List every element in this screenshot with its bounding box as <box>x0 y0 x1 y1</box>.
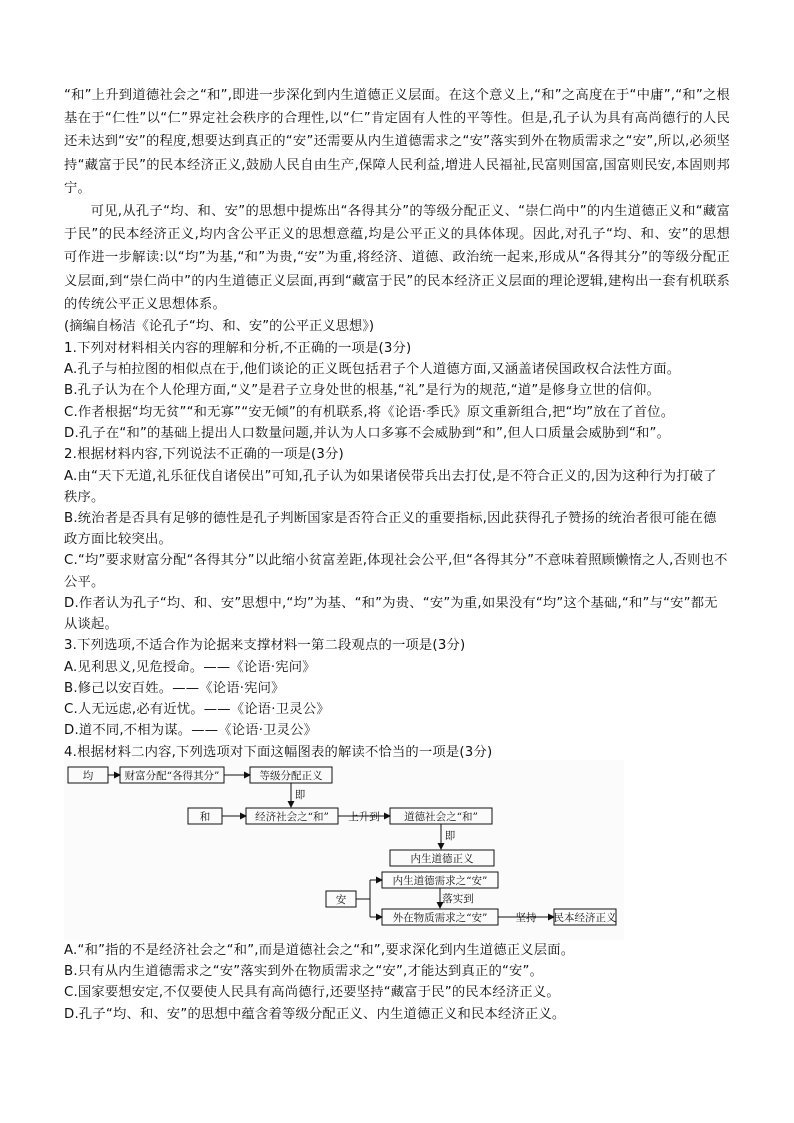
flow-diagram <box>64 760 624 940</box>
question-4-stem: 4.根据材料二内容,下列选项对下面这幅图表的解读不恰当的一项是(3分) <box>64 744 493 760</box>
question-3-option-b: B.修己以安百姓。——《论语·宪问》 <box>64 681 285 697</box>
label-he: 和 <box>199 811 211 823</box>
question-2-option-a: A.由“天下无道,礼乐征伐自诸侯出”可知,孔子认为如果诸侯带兵出去打仗,是不符合正义的,因为这种行为打破了秩序。 <box>64 468 717 505</box>
question-2-option-d: D.作者认为孔子“均、和、安”思想中,“均”为基、“和”为贵、“安”为重,如果没有“均”这个基础,“和”与“安”都无从谈起。 <box>64 595 718 633</box>
question-1 <box>64 338 730 444</box>
question-1-option-c: C.作者根据“均无贫”“和无寡”“安无倾”的有机联系,将《论语·季氏》原文重新组合,把“均”放在了首位。 <box>64 404 675 420</box>
label-minben: 民本经济正义 <box>553 912 617 924</box>
paragraph-2: 可见,从孔子“均、和、安”的思想中提炼出“各得其分”的等级分配正义、“崇仁尚中”的内生道德正义和“藏富于民”的民本经济正义,均内含公平正义的思想意蕴,均是公平正义的具体体现。因此,对孔子“均、和、安”的思想可作进一步解读:以“均”为基,“和”为贵,“安”为重,将经济、道德、政治统一起来,形成从“各得其分”的等级分配正义层面,到“崇仁尚中”的内生道德正义层面,再到“藏富于民”的民本经济正义层面的理论逻辑,建构出一套有机联系的传统公平正义思想体系。 <box>64 204 730 312</box>
label-an: 安 <box>335 894 347 906</box>
label-moral-he: 道德社会之“和” <box>404 811 478 823</box>
question-1-option-b: B.孔子认为在个人伦理方面,“义”是君子立身处世的根基,“礼”是行为的规范,“道”是修身立世的信仰。 <box>64 383 660 399</box>
question-1-stem: 1.下列对材料相关内容的理解和分析,不正确的一项是(3分) <box>64 340 412 356</box>
source-citation: (摘编自杨洁《论孔子“均、和、安”的公平正义思想》) <box>64 319 375 335</box>
main-text <box>64 84 730 763</box>
label-wealth: 财富分配“各得其分” <box>124 770 220 782</box>
question-4-option-a: A.“和”指的不是经济社会之“和”,而是道德社会之“和”,要求深化到内生道德正义层面。 <box>64 943 575 958</box>
question-4-options <box>64 940 730 1025</box>
question-2-option-b: B.统治者是否具有足够的德性是孔子判断国家是否符合正义的重要指标,因此获得孔子赞扬的统治者很可能在德政方面比较突出。 <box>64 511 717 548</box>
question-2-option-c: C.“均”要求财富分配“各得其分”以此缩小贫富差距,体现社会公平,但“各得其分”不意味着照顾懒惰之人,否则也不公平。 <box>64 553 728 590</box>
question-3-option-d: D.道不同,不相为谋。——《论语·卫灵公》 <box>64 723 318 739</box>
question-1-option-a: A.孔子与柏拉图的相似点在于,他们谈论的正义既包括君子个人道德方面,又涵盖诸侯国政权合法性方面。 <box>64 362 681 378</box>
question-4-option-c: C.国家要想安定,不仅要使人民具有高尚德行,还要坚持“藏富于民”的民本经济正义。 <box>64 985 560 1001</box>
paragraph-1: “和”上升到道德社会之“和”,即进一步深化到内生道德正义层面。在这个意义上,“和”之高度在于“中庸”,“和”之根基在于“仁性”以“仁”界定社会秩序的合理性,以“仁”肯定固有人性的平等性。但是,孔子认为具有高尚德行的人民还未达到“安”的程度,想要达到真正的“安”还需要从内生道德需求之“安”落实到外在物质需求之“安”,所以,必须坚持“藏富于民”的民本经济正义,鼓励人民自由生产,保障人民利益,增进人民福祉,民富则国富,国富则民安,本固则邦宁。 <box>64 88 730 196</box>
question-1-option-d: D.孔子在“和”的基础上提出人口数量问题,并认为人口多寡不会威胁到“和”,但人口质量会威胁到“和”。 <box>64 425 671 441</box>
question-2-stem: 2.根据材料内容,下列说法不正确的一项是(3分) <box>64 447 344 463</box>
question-3-option-a: A.见利思义,见危授命。——《论语·宪问》 <box>64 659 316 675</box>
question-4-option-d: D.孔子“均、和、安”的思想中蕴含着等级分配正义、内生道德正义和民本经济正义。 <box>64 1006 566 1022</box>
label-econ-he: 经济社会之“和” <box>255 811 329 823</box>
flow-diagram-svg <box>64 760 624 940</box>
label-ji-1: 即 <box>294 789 306 801</box>
label-jianchi: 坚持 <box>515 912 537 924</box>
label-rise: 上升到 <box>348 811 380 823</box>
label-grade: 等级分配正义 <box>259 770 323 782</box>
label-inner-an: 内生道德需求之“安” <box>392 875 488 887</box>
label-ji-2: 即 <box>444 830 456 842</box>
question-3-stem: 3.下列选项,不适合作为论据来支撑材料一第二段观点的一项是(3分) <box>64 638 466 654</box>
label-outer-an: 外在物质需求之“安” <box>392 912 488 924</box>
label-jun: 均 <box>82 770 94 782</box>
label-luoshi: 落实到 <box>442 893 474 905</box>
question-3-option-c: C.人无远虑,必有近忧。——《论语·卫灵公》 <box>64 702 330 718</box>
question-2 <box>64 444 730 635</box>
question-4-option-b: B.只有从内生道德需求之“安”落实到外在物质需求之“安”,才能达到真正的“安”。 <box>64 964 544 980</box>
question-3 <box>64 635 730 741</box>
label-inner: 内生道德正义 <box>410 853 474 865</box>
